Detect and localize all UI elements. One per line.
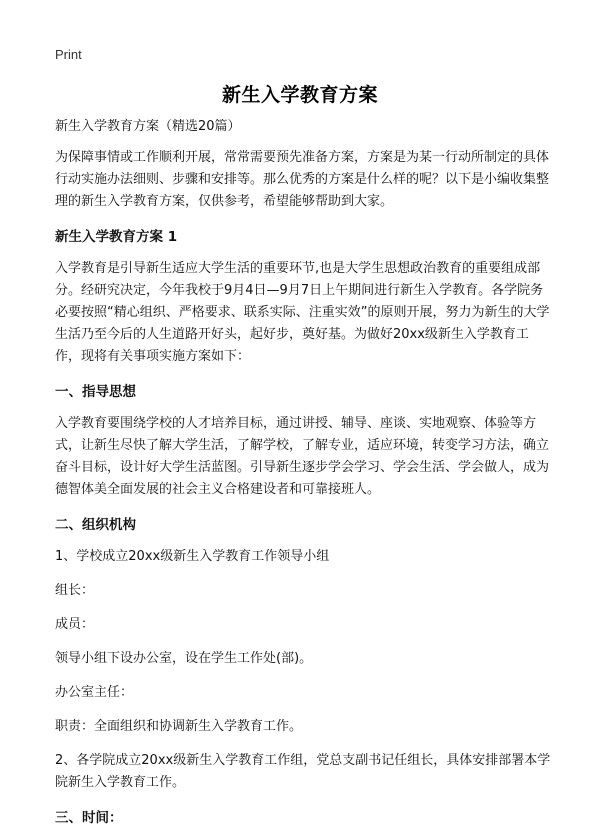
org-item-2: 2、各学院成立20xx级新生入学教育工作组，党总支副书记任组长，具体安排部署本学院新生入学教育工作。 [55, 753, 551, 790]
guiding-heading: 一、指导思想 [55, 384, 136, 400]
org-members-line: 成员： [55, 617, 95, 632]
org-duty-line: 职责：全面组织和协调新生入学教育工作。 [55, 719, 303, 734]
section1-heading: 新生入学教育方案 1 [55, 229, 178, 245]
section1-paragraph: 入学教育是引导新生适应大学生活的重要环节,也是大学生思想政治教育的重要组成部分。经研究决定，今年我校于9月4日—9月7日上午期间进行新生入学教育。各学院务必要按照“精心组织、严格要求、联系实际、注重实效”的原则开展，努力为新生的大学生活乃至今后的人生道路开好头，起好步，奠好基。为做好20xx级新生入学教育工作，现将有关事项实施方案如下： [55, 261, 550, 364]
org-heading: 二、组织机构 [55, 517, 136, 533]
org-office-line: 领导小组下设办公室，设在学生工作处(部)。 [55, 651, 313, 666]
guiding-paragraph: 入学教育要围绕学校的人才培养目标，通过讲授、辅导、座谈、实地观察、体验等方式，让新生尽快了解大学生活，了解学校，了解专业，适应环境，转变学习方法，确立奋斗目标，设计好大学生活蓝图。引导新生逐步学会学习、学会生活、学会做人，成为德智体美全面发展的社会主义合格建设者和可靠接班人。 [55, 416, 550, 497]
document-body [55, 116, 553, 839]
org-leader-line: 组长： [55, 583, 95, 598]
time-heading: 三、时间： [55, 810, 123, 826]
document-subtitle: 新生入学教育方案（精选20篇） [55, 119, 241, 134]
org-item-1: 1、学校成立20xx级新生入学教育工作领导小组 [55, 549, 330, 564]
print-label: Print [55, 47, 82, 62]
org-office-head-line: 办公室主任： [55, 685, 134, 700]
document-title: 新生入学教育方案 [221, 84, 378, 106]
intro-paragraph: 为保障事情或工作顺利开展，常常需要预先准备方案，方案是为某一行动所制定的具体行动实施办法细则、步骤和安排等。那么优秀的方案是什么样的呢？以下是小编收集整理的新生入学教育方案，仅供参考，希望能够帮助到大家。 [55, 150, 550, 209]
